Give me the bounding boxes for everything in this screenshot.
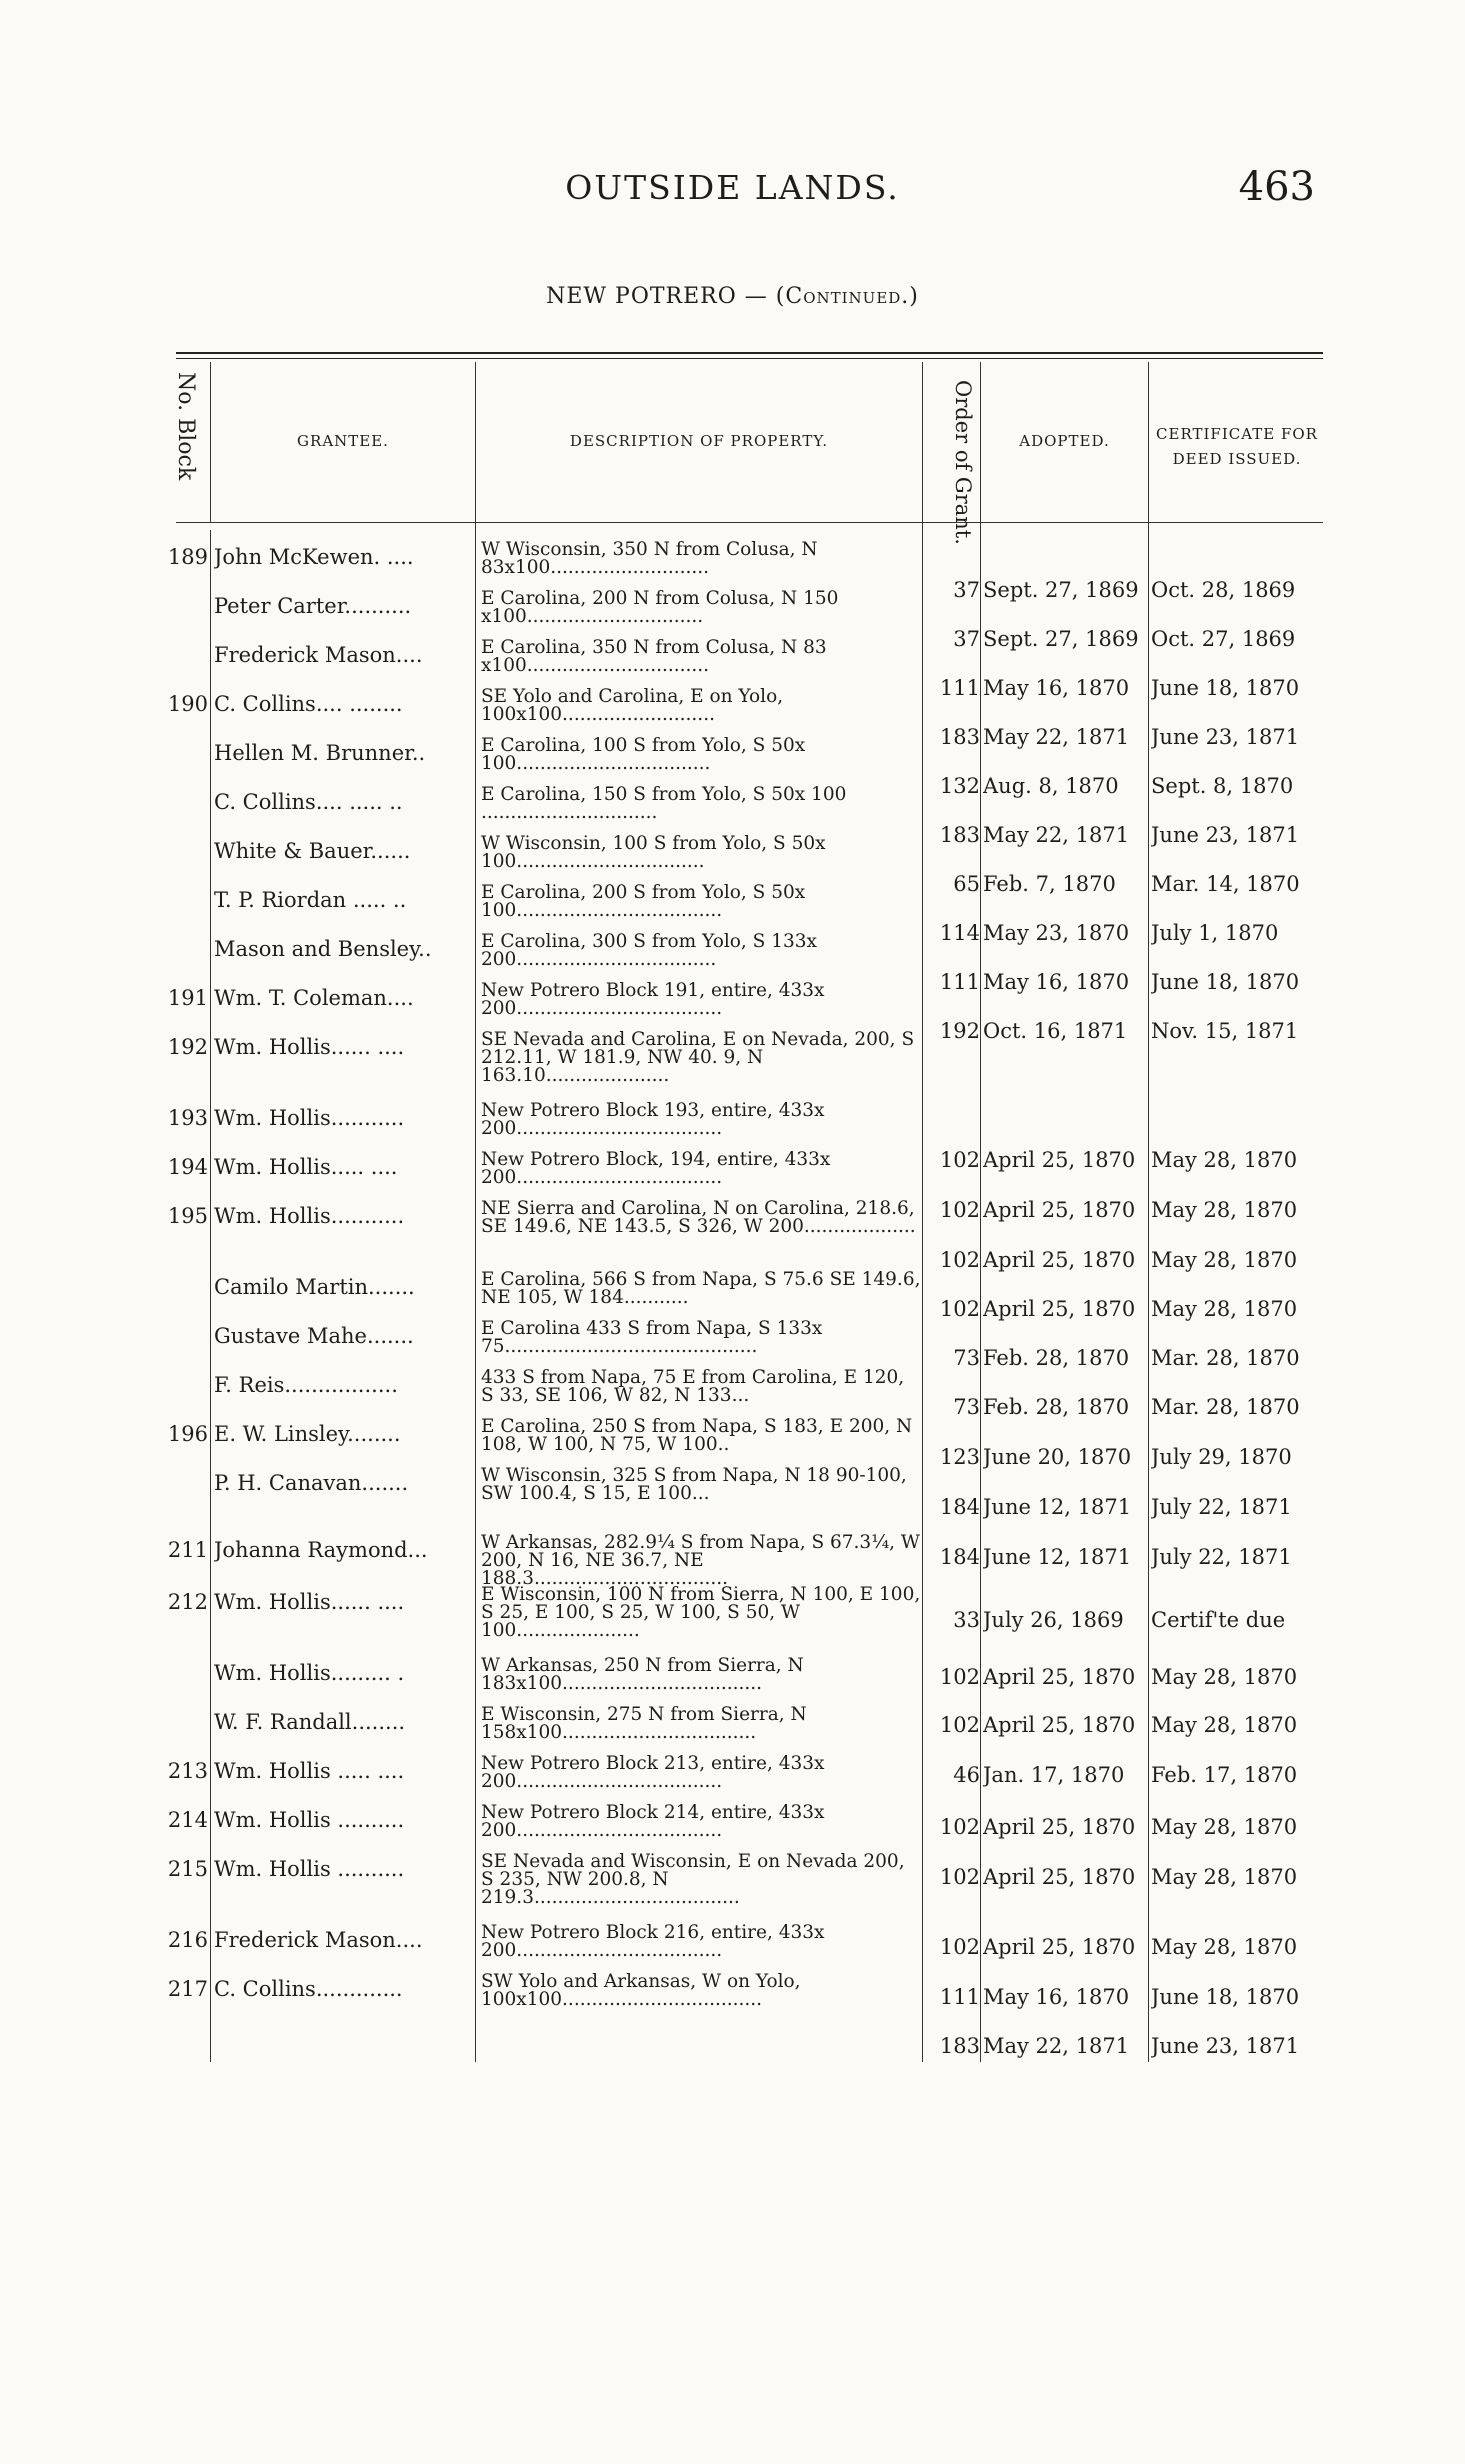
cell-certificate: May 28, 1870 (1151, 1935, 1298, 1959)
cell-certificate: Mar. 28, 1870 (1151, 1346, 1300, 1370)
cell-adopted: April 25, 1870 (983, 1198, 1136, 1222)
cell-certificate: May 28, 1870 (1151, 1713, 1298, 1737)
cell-description: New Potrero Block 216, entire, 433x 200................................... (481, 1924, 825, 1960)
cell-grantee: Wm. Hollis...... .... (214, 1590, 405, 1614)
divider-description (922, 362, 923, 2062)
cell-grantee: Wm. Hollis .......... (214, 1857, 405, 1881)
cell-block: 212 (167, 1590, 208, 1614)
cell-grantee: Wm. T. Coleman.... (214, 986, 414, 1010)
cell-block: 192 (167, 1035, 208, 1059)
cell-grantee: C. Collins.... ..... .. (214, 790, 403, 814)
cell-adopted: May 16, 1870 (983, 676, 1130, 700)
cell-description: E Carolina, 250 S from Napa, S 183, E 200, N 108, W 100, N 75, W 100.. (481, 1418, 913, 1454)
cell-certificate: May 28, 1870 (1151, 1148, 1298, 1172)
cell-order: 111 (939, 676, 980, 700)
cell-description: W Wisconsin, 100 S from Yolo, S 50x 100................................ (481, 835, 826, 871)
col-header-order: Order of Grant. (951, 380, 975, 545)
cell-description: New Potrero Block 191, entire, 433x 200................................... (481, 982, 825, 1018)
cell-order: 102 (939, 1935, 980, 1959)
cell-certificate: June 23, 1871 (1151, 725, 1300, 749)
cell-order: 102 (939, 1198, 980, 1222)
cell-order: 102 (939, 1297, 980, 1321)
cell-description: E Wisconsin, 275 N from Sierra, N 158x100................................. (481, 1706, 807, 1742)
cell-grantee: John McKewen. .... (214, 545, 414, 569)
cell-order: 102 (939, 1815, 980, 1839)
cell-certificate: Mar. 28, 1870 (1151, 1395, 1300, 1419)
cell-adopted: April 25, 1870 (983, 1248, 1136, 1272)
cell-grantee: Wm. Hollis........... (214, 1106, 405, 1130)
cell-adopted: May 23, 1870 (983, 921, 1130, 945)
cell-description: NE Sierra and Carolina, N on Carolina, 218.6, SE 149.6, NE 143.5, S 326, W 200................... (481, 1200, 916, 1236)
cell-adopted: April 25, 1870 (983, 1297, 1136, 1321)
cell-order: 33 (953, 1608, 980, 1632)
cell-adopted: May 22, 1871 (983, 823, 1130, 847)
divider-block (210, 362, 211, 522)
col-header-block: No. Block (173, 372, 198, 481)
cell-order: 184 (939, 1545, 980, 1569)
cell-grantee: Wm. Hollis ..... .... (214, 1759, 405, 1783)
cell-block: 216 (167, 1928, 208, 1952)
cell-block: 191 (167, 986, 208, 1010)
cell-grantee: F. Reis................. (214, 1373, 398, 1397)
cell-adopted: Aug. 8, 1870 (983, 774, 1119, 798)
cell-certificate: Mar. 14, 1870 (1151, 872, 1300, 896)
cell-block: 189 (167, 545, 208, 569)
cell-description: E Carolina, 200 S from Yolo, S 50x 100................................... (481, 884, 806, 920)
cell-certificate: May 28, 1870 (1151, 1865, 1298, 1889)
cell-certificate: May 28, 1870 (1151, 1198, 1298, 1222)
cell-description: E Carolina, 300 S from Yolo, S 133x 200.................................. (481, 933, 817, 969)
cell-order: 46 (953, 1763, 980, 1787)
cell-adopted: April 25, 1870 (983, 1713, 1136, 1737)
cell-order: 111 (939, 970, 980, 994)
cell-order: 183 (939, 823, 980, 847)
cell-description: E Carolina 433 S from Napa, S 133x 75........................................... (481, 1320, 823, 1356)
cell-order: 183 (939, 725, 980, 749)
cell-grantee: Johanna Raymond... (214, 1538, 428, 1562)
cell-adopted: Jan. 17, 1870 (983, 1763, 1125, 1787)
cell-block: 213 (167, 1759, 208, 1783)
cell-certificate: July 22, 1871 (1151, 1495, 1292, 1519)
cell-grantee: Gustave Mahe....... (214, 1324, 414, 1348)
cell-description: SE Nevada and Wisconsin, E on Nevada 200, S 235, NW 200.8, N 219.3................................... (481, 1853, 905, 1907)
cell-order: 65 (953, 872, 980, 896)
cell-description: E Carolina, 200 N from Colusa, N 150 x100.............................. (481, 590, 839, 626)
table-top-rule (176, 352, 1323, 354)
cell-certificate: Oct. 28, 1869 (1151, 578, 1296, 602)
cell-description: E Carolina, 100 S from Yolo, S 50x 100................................. (481, 737, 806, 773)
cell-grantee: Peter Carter.......... (214, 594, 412, 618)
cell-certificate: May 28, 1870 (1151, 1815, 1298, 1839)
col-header-adopted: ADOPTED. (1019, 432, 1110, 451)
cell-certificate: May 28, 1870 (1151, 1297, 1298, 1321)
cell-certificate: Certif'te due (1151, 1608, 1286, 1632)
cell-block: 190 (167, 692, 208, 716)
cell-order: 102 (939, 1665, 980, 1689)
cell-grantee: Wm. Hollis..... .... (214, 1155, 398, 1179)
cell-order: 192 (939, 1019, 980, 1043)
col-header-description: DESCRIPTION OF PROPERTY. (569, 432, 829, 451)
cell-description: W Arkansas, 250 N from Sierra, N 183x100.................................. (481, 1657, 804, 1693)
cell-description: New Potrero Block, 194, entire, 433x 200................................... (481, 1151, 831, 1187)
cell-adopted: April 25, 1870 (983, 1815, 1136, 1839)
cell-grantee: W. F. Randall........ (214, 1710, 406, 1734)
section-title-text: NEW POTRERO — (546, 284, 768, 309)
cell-certificate: May 28, 1870 (1151, 1665, 1298, 1689)
cell-order: 183 (939, 2034, 980, 2058)
cell-adopted: Feb. 28, 1870 (983, 1346, 1130, 1370)
cell-adopted: June 12, 1871 (983, 1545, 1132, 1569)
cell-certificate: July 1, 1870 (1151, 921, 1279, 945)
cell-description: New Potrero Block 213, entire, 433x 200................................... (481, 1755, 825, 1791)
cell-description: E Wisconsin, 100 N from Sierra, N 100, E 100, S 25, E 100, S 25, W 100, S 50, W 100..................... (481, 1586, 921, 1640)
running-head: OUTSIDE LANDS. (565, 168, 900, 207)
cell-adopted: Feb. 28, 1870 (983, 1395, 1130, 1419)
cell-block: 214 (167, 1808, 208, 1832)
cell-block: 215 (167, 1857, 208, 1881)
section-continued: (Continued.) (775, 284, 919, 309)
cell-certificate: June 18, 1870 (1151, 970, 1300, 994)
cell-grantee: Hellen M. Brunner.. (214, 741, 426, 765)
cell-description: SW Yolo and Arkansas, W on Yolo, 100x100.................................. (481, 1973, 801, 2009)
cell-order: 37 (953, 627, 980, 651)
cell-adopted: July 26, 1869 (983, 1608, 1124, 1632)
cell-description: E Carolina, 566 S from Napa, S 75.6 SE 149.6, NE 105, W 184........... (481, 1271, 921, 1307)
cell-order: 114 (939, 921, 980, 945)
cell-description: SE Yolo and Carolina, E on Yolo, 100x100.......................... (481, 688, 784, 724)
cell-adopted: Feb. 7, 1870 (983, 872, 1116, 896)
cell-grantee: C. Collins............. (214, 1977, 403, 2001)
cell-description: E Carolina, 150 S from Yolo, S 50x 100 .............................. (481, 786, 847, 822)
cell-description: New Potrero Block 193, entire, 433x 200................................... (481, 1102, 825, 1138)
cell-grantee: P. H. Canavan....... (214, 1471, 409, 1495)
cell-block: 193 (167, 1106, 208, 1130)
cell-grantee: White & Bauer...... (214, 839, 411, 863)
divider-block-body (210, 530, 211, 2062)
cell-adopted: May 22, 1871 (983, 2034, 1130, 2058)
cell-order: 132 (939, 774, 980, 798)
section-title (0, 284, 1465, 309)
cell-adopted: Sept. 27, 1869 (983, 627, 1139, 651)
cell-grantee: Mason and Bensley.. (214, 937, 432, 961)
cell-adopted: Oct. 16, 1871 (983, 1019, 1128, 1043)
cell-certificate: June 18, 1870 (1151, 1985, 1300, 2009)
cell-order: 102 (939, 1713, 980, 1737)
cell-certificate: June 23, 1871 (1151, 2034, 1300, 2058)
cell-block: 195 (167, 1204, 208, 1228)
cell-description: SE Nevada and Carolina, E on Nevada, 200, S 212.11, W 181.9, NW 40. 9, N 163.10..................... (481, 1031, 915, 1085)
cell-adopted: May 16, 1870 (983, 1985, 1130, 2009)
cell-certificate: Feb. 17, 1870 (1151, 1763, 1298, 1787)
cell-block: 194 (167, 1155, 208, 1179)
col-header-grantee: GRANTEE. (297, 432, 389, 451)
cell-certificate: July 22, 1871 (1151, 1545, 1292, 1569)
cell-grantee: Wm. Hollis .......... (214, 1808, 405, 1832)
cell-certificate: Nov. 15, 1871 (1151, 1019, 1299, 1043)
cell-certificate: July 29, 1870 (1151, 1445, 1292, 1469)
cell-order: 73 (953, 1346, 980, 1370)
cell-description: W Wisconsin, 350 N from Colusa, N 83x100........................... (481, 541, 818, 577)
cell-certificate: Oct. 27, 1869 (1151, 627, 1296, 651)
cell-grantee: T. P. Riordan ..... .. (214, 888, 407, 912)
cell-adopted: April 25, 1870 (983, 1865, 1136, 1889)
divider-adopted (1148, 362, 1149, 2062)
cell-grantee: Wm. Hollis......... . (214, 1661, 405, 1685)
cell-description: 433 S from Napa, 75 E from Carolina, E 120, S 33, SE 106, W 82, N 133... (481, 1369, 905, 1405)
cell-adopted: April 25, 1870 (983, 1665, 1136, 1689)
cell-grantee: Frederick Mason.... (214, 1928, 423, 1952)
cell-description: W Arkansas, 282.9¼ S from Napa, S 67.3¼, W 200, N 16, NE 36.7, NE 188.3................................. (481, 1534, 920, 1588)
cell-grantee: C. Collins.... ........ (214, 692, 403, 716)
cell-adopted: May 22, 1871 (983, 725, 1130, 749)
cell-adopted: May 16, 1870 (983, 970, 1130, 994)
cell-block: 211 (167, 1538, 208, 1562)
cell-grantee: Camilo Martin....... (214, 1275, 415, 1299)
cell-description: E Carolina, 350 N from Colusa, N 83 x100............................... (481, 639, 827, 675)
cell-grantee: Wm. Hollis........... (214, 1204, 405, 1228)
cell-grantee: E. W. Linsley........ (214, 1422, 401, 1446)
cell-order: 184 (939, 1495, 980, 1519)
cell-block: 217 (167, 1977, 208, 2001)
cell-grantee: Frederick Mason.... (214, 643, 423, 667)
cell-order: 73 (953, 1395, 980, 1419)
col-header-certificate: CERTIFICATE FOR DEED ISSUED. (1156, 424, 1318, 468)
cell-adopted: June 20, 1870 (983, 1445, 1132, 1469)
header-bottom-rule (176, 522, 1323, 523)
cell-order: 37 (953, 578, 980, 602)
cell-grantee: Wm. Hollis...... .... (214, 1035, 405, 1059)
cell-certificate: June 23, 1871 (1151, 823, 1300, 847)
cell-adopted: Sept. 27, 1869 (983, 578, 1139, 602)
cell-description: W Wisconsin, 325 S from Napa, N 18 90-100, SW 100.4, S 15, E 100... (481, 1467, 907, 1503)
cell-adopted: April 25, 1870 (983, 1935, 1136, 1959)
cell-certificate: June 18, 1870 (1151, 676, 1300, 700)
cell-description: New Potrero Block 214, entire, 433x 200................................... (481, 1804, 825, 1840)
table-top-rule-2 (176, 358, 1323, 359)
cell-order: 111 (939, 1985, 980, 2009)
divider-order (980, 362, 981, 2062)
cell-certificate: Sept. 8, 1870 (1151, 774, 1294, 798)
cell-adopted: April 25, 1870 (983, 1148, 1136, 1172)
cell-order: 123 (939, 1445, 980, 1469)
cell-certificate: May 28, 1870 (1151, 1248, 1298, 1272)
cell-order: 102 (939, 1148, 980, 1172)
cell-block: 196 (167, 1422, 208, 1446)
cell-order: 102 (939, 1865, 980, 1889)
cell-adopted: June 12, 1871 (983, 1495, 1132, 1519)
page-number: 463 (1238, 164, 1315, 210)
cell-order: 102 (939, 1248, 980, 1272)
